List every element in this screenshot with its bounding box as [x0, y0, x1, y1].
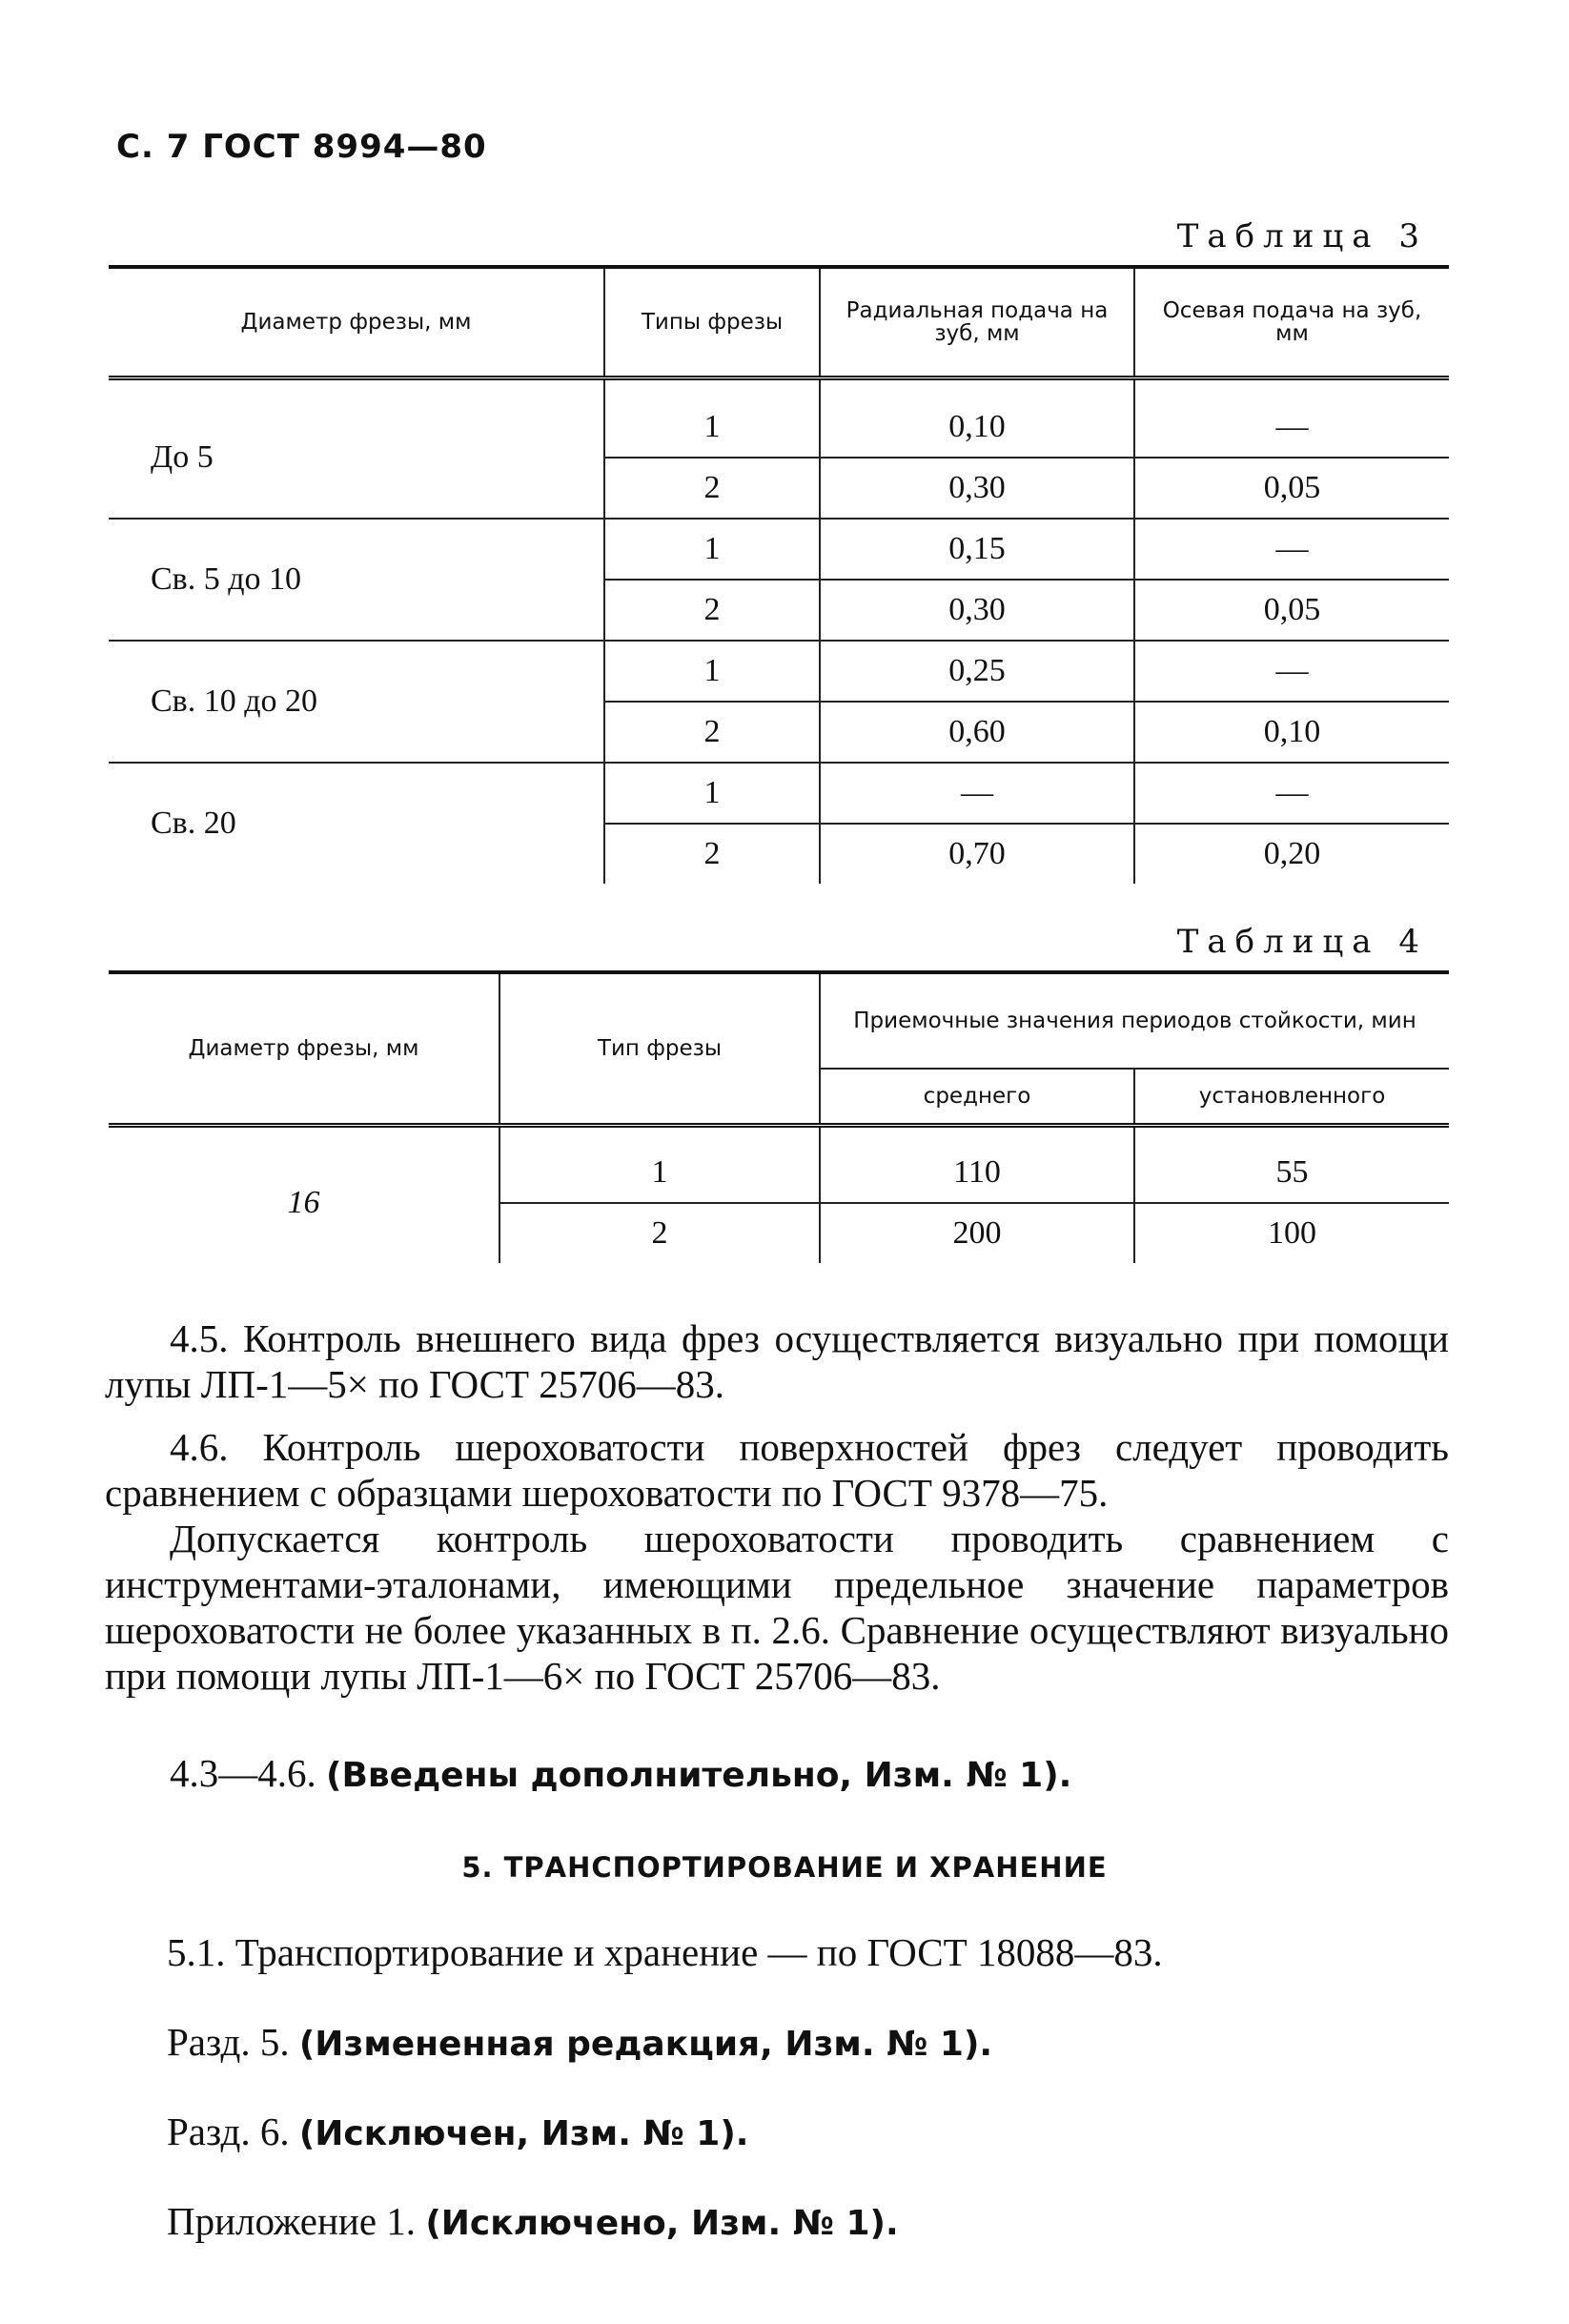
paragraph-4-6: 4.6. Контроль шероховатости поверхностей фрез следует проводить сравнением с образцами шероховатости по ГОСТ 9378—75.	[105, 1425, 1449, 1515]
table3-cell: —	[1134, 398, 1449, 458]
table3-header-diameter: Диаметр фрезы, мм	[109, 267, 604, 378]
table3-cell: 0,20	[1134, 824, 1449, 884]
table3-cell: —	[1134, 763, 1449, 824]
appendix-amend	[167, 2198, 899, 2247]
amend-ref: Разд. 5.	[167, 2020, 299, 2064]
table4-header-avg: среднего	[820, 1069, 1134, 1126]
table3-cell: 2	[604, 458, 820, 519]
amend-note: (Измененная редакция, Изм. № 1).	[298, 2025, 993, 2064]
table3-cell: 2	[604, 580, 820, 641]
table3-cell: 0,05	[1134, 458, 1449, 519]
table3-cell: —	[820, 763, 1134, 824]
paragraph-4-3-amend	[105, 1750, 1449, 1799]
amend-ref: Приложение 1.	[167, 2199, 426, 2243]
table3-cell: 0,60	[820, 702, 1134, 763]
table3-header-row	[109, 267, 1449, 378]
table-row	[109, 641, 1449, 702]
table3-cell: 0,30	[820, 580, 1134, 641]
amend-note: (Введены дополнительно, Изм. № 1).	[326, 1756, 1072, 1795]
table-row	[109, 519, 1449, 580]
table3-header-type: Типы фрезы	[604, 267, 820, 378]
section5-amend	[167, 2019, 992, 2068]
paragraph-4-5: 4.5. Контроль внешнего вида фрез осуществляется визуально при помощи лупы ЛП-1—5× по ГОСТ 25706—83.	[105, 1316, 1449, 1406]
table3-cell: 0,15	[820, 519, 1134, 580]
amend-ref: Разд. 6.	[167, 2110, 299, 2153]
amend-note: (Исключен, Изм. № 1).	[298, 2114, 749, 2153]
table3-cell: 1	[604, 763, 820, 824]
table4-diameter-cell: 16	[287, 1185, 320, 1220]
amend-note: (Исключено, Изм. № 1).	[425, 2204, 899, 2243]
table-row	[109, 763, 1449, 824]
table3-cell: 2	[604, 702, 820, 763]
table4-header-set: установленного	[1134, 1069, 1449, 1126]
table3-diameter-cell: Св. 20	[151, 805, 236, 841]
table-row	[109, 398, 1449, 458]
table3-cell: —	[1134, 519, 1449, 580]
table3-diameter-cell: Св. 10 до 20	[109, 641, 604, 763]
table3-cell: 1	[604, 641, 820, 702]
table3-diameter-cell: Св. 5 до 10	[109, 519, 604, 641]
table4-caption: Таблица 4	[1176, 923, 1428, 961]
table3-cell: 0,30	[820, 458, 1134, 519]
table3-cell: 0,05	[1134, 580, 1449, 641]
table4-header-group: Приемочные значения периодов стойкости, мин	[820, 972, 1449, 1069]
table3-diameter-cell: До 5	[109, 398, 604, 519]
table3-cell: 0,10	[1134, 702, 1449, 763]
table4-cell: 200	[820, 1203, 1134, 1263]
table4-header-type: Тип фрезы	[499, 972, 820, 1126]
table-row	[109, 1143, 1449, 1203]
table3-cell: 0,70	[820, 824, 1134, 884]
paragraph-5-1: 5.1. Транспортирование и хранение — по ГОСТ 18088—83.	[167, 1930, 1163, 1974]
table4-header-diameter: Диаметр фрезы, мм	[109, 972, 499, 1126]
table4-cell: 100	[1134, 1203, 1449, 1263]
table3-cell: 1	[604, 398, 820, 458]
page-header: С. 7 ГОСТ 8994—80	[116, 128, 487, 166]
table3-cell: 2	[604, 824, 820, 884]
table4-cell: 110	[820, 1143, 1134, 1203]
paragraph-4-6-cont: Допускается контроль шероховатости проводить сравнением с инструментами-эталонами, имеющими предельное значение параметров шероховатости не более указанных в п. 2.6. Сравнение осуществляют визуально при помощи лупы ЛП-1—6× по ГОСТ 25706—83.	[105, 1517, 1449, 1698]
table4-cell: 1	[499, 1143, 820, 1203]
table4-header-row	[109, 972, 1449, 1069]
table3-cell: 0,25	[820, 641, 1134, 702]
table-4	[109, 970, 1449, 1263]
section-5-heading: 5. ТРАНСПОРТИРОВАНИЕ И ХРАНЕНИЕ	[461, 1851, 1108, 1884]
table4-cell: 2	[499, 1203, 820, 1263]
amend-ref: 4.3—4.6.	[170, 1751, 326, 1795]
table4-cell: 55	[1134, 1143, 1449, 1203]
table3-header-axial: Осевая подача на зуб, мм	[1134, 267, 1449, 378]
table3-cell: 0,10	[820, 398, 1134, 458]
table-3	[109, 265, 1449, 884]
table3-caption: Таблица 3	[1176, 217, 1428, 255]
section6-amend	[167, 2109, 748, 2157]
table3-cell: 1	[604, 519, 820, 580]
table3-cell: —	[1134, 641, 1449, 702]
table3-header-radial: Радиальная подача на зуб, мм	[820, 267, 1134, 378]
